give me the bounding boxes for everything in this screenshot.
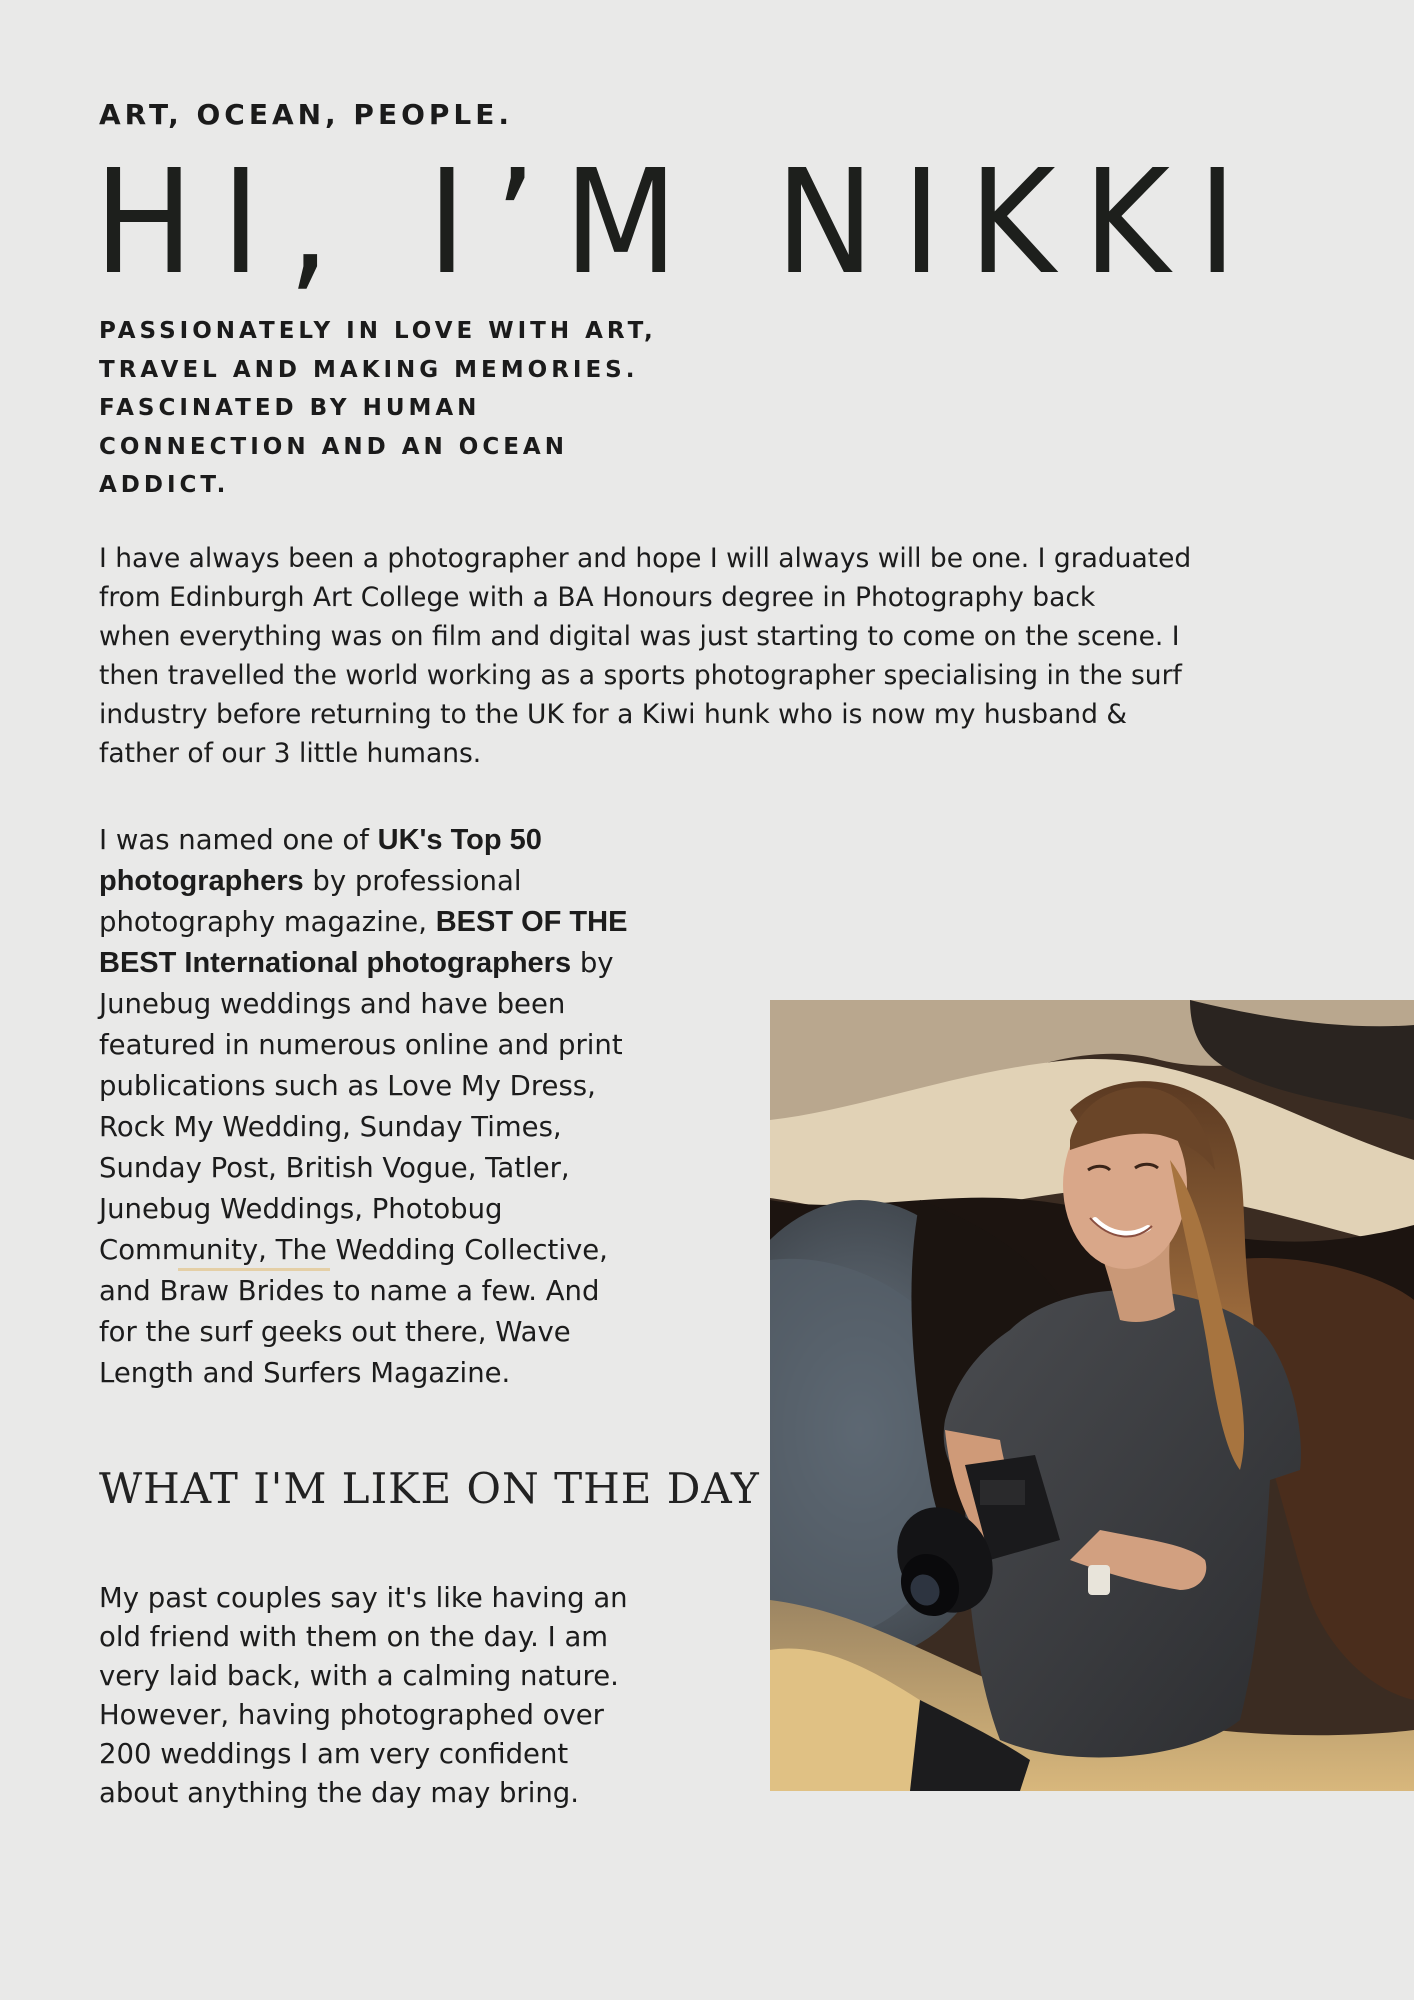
intro-line: from Edinburgh Art College with a BA Honours degree in Photography back [99, 582, 1096, 613]
awards-line: Rock My Wedding, Sunday Times, [99, 1111, 562, 1143]
intro-line: then travelled the world working as a sports photographer specialising in the surf [99, 660, 1182, 691]
subheadline-line: ADDICT. [99, 472, 230, 498]
on-the-day-line: old friend with them on the day. I am [99, 1621, 609, 1653]
award-highlight: BEST OF THE [435, 906, 628, 938]
awards-text: by professional [303, 865, 522, 897]
on-the-day-paragraph [99, 1579, 699, 1813]
on-the-day-line: However, having photographed over [99, 1699, 604, 1731]
awards-line [99, 861, 719, 902]
subheadline-line: CONNECTION AND AN OCEAN [99, 433, 568, 460]
intro-line: father of our 3 little humans. [99, 738, 482, 769]
portrait-photo [770, 1000, 1414, 1791]
decorative-underline [178, 1268, 330, 1271]
awards-line: Sunday Post, British Vogue, Tatler, [99, 1152, 570, 1184]
on-the-day-line: 200 weddings I am very confident [99, 1738, 569, 1770]
subheadline-line: PASSIONATELY IN LOVE WITH ART, [99, 318, 657, 344]
awards-line: Junebug Weddings, Photobug [99, 1193, 503, 1225]
awards-line: for the surf geeks out there, Wave [99, 1316, 571, 1348]
awards-paragraph [99, 820, 719, 1394]
subheadline [99, 312, 659, 505]
awards-line: featured in numerous online and print [99, 1029, 623, 1061]
awards-line: Junebug weddings and have been [99, 988, 566, 1020]
awards-line [99, 820, 719, 861]
intro-line: I have always been a photographer and hope I will always will be one. I graduated [99, 543, 1192, 574]
award-highlight: photographers [99, 865, 304, 897]
awards-text: I was named one of [99, 824, 378, 856]
awards-line: Length and Surfers Magazine. [99, 1357, 511, 1389]
tagline: ART, OCEAN, PEOPLE. [99, 98, 514, 131]
award-highlight: BEST International photographers [99, 947, 572, 979]
on-the-day-line: very laid back, with a calming nature. [99, 1660, 619, 1692]
awards-line [99, 902, 719, 943]
award-highlight: UK's Top 50 [377, 824, 542, 856]
on-the-day-line: My past couples say it's like having an [99, 1582, 628, 1614]
subheadline-line: FASCINATED BY HUMAN [99, 395, 481, 421]
intro-line: industry before returning to the UK for a Kiwi hunk who is now my husband & [99, 699, 1128, 730]
awards-text: photography magazine, [99, 906, 436, 938]
intro-line: when everything was on film and digital was just starting to come on the scene. I [99, 621, 1180, 652]
subheadline-line: TRAVEL AND MAKING MEMORIES. [99, 356, 639, 383]
awards-text: by [571, 947, 614, 979]
section-heading: WHAT I'M LIKE ON THE DAY [99, 1464, 760, 1513]
page-title: HI, I’M NIKKI [94, 138, 1265, 306]
on-the-day-line: about anything the day may bring. [99, 1777, 580, 1809]
intro-paragraph [99, 539, 1369, 773]
awards-line: Community, The Wedding Collective, [99, 1234, 608, 1266]
awards-line [99, 943, 719, 984]
awards-line: and Braw Brides to name a few. And [99, 1275, 600, 1307]
awards-line: publications such as Love My Dress, [99, 1070, 596, 1102]
